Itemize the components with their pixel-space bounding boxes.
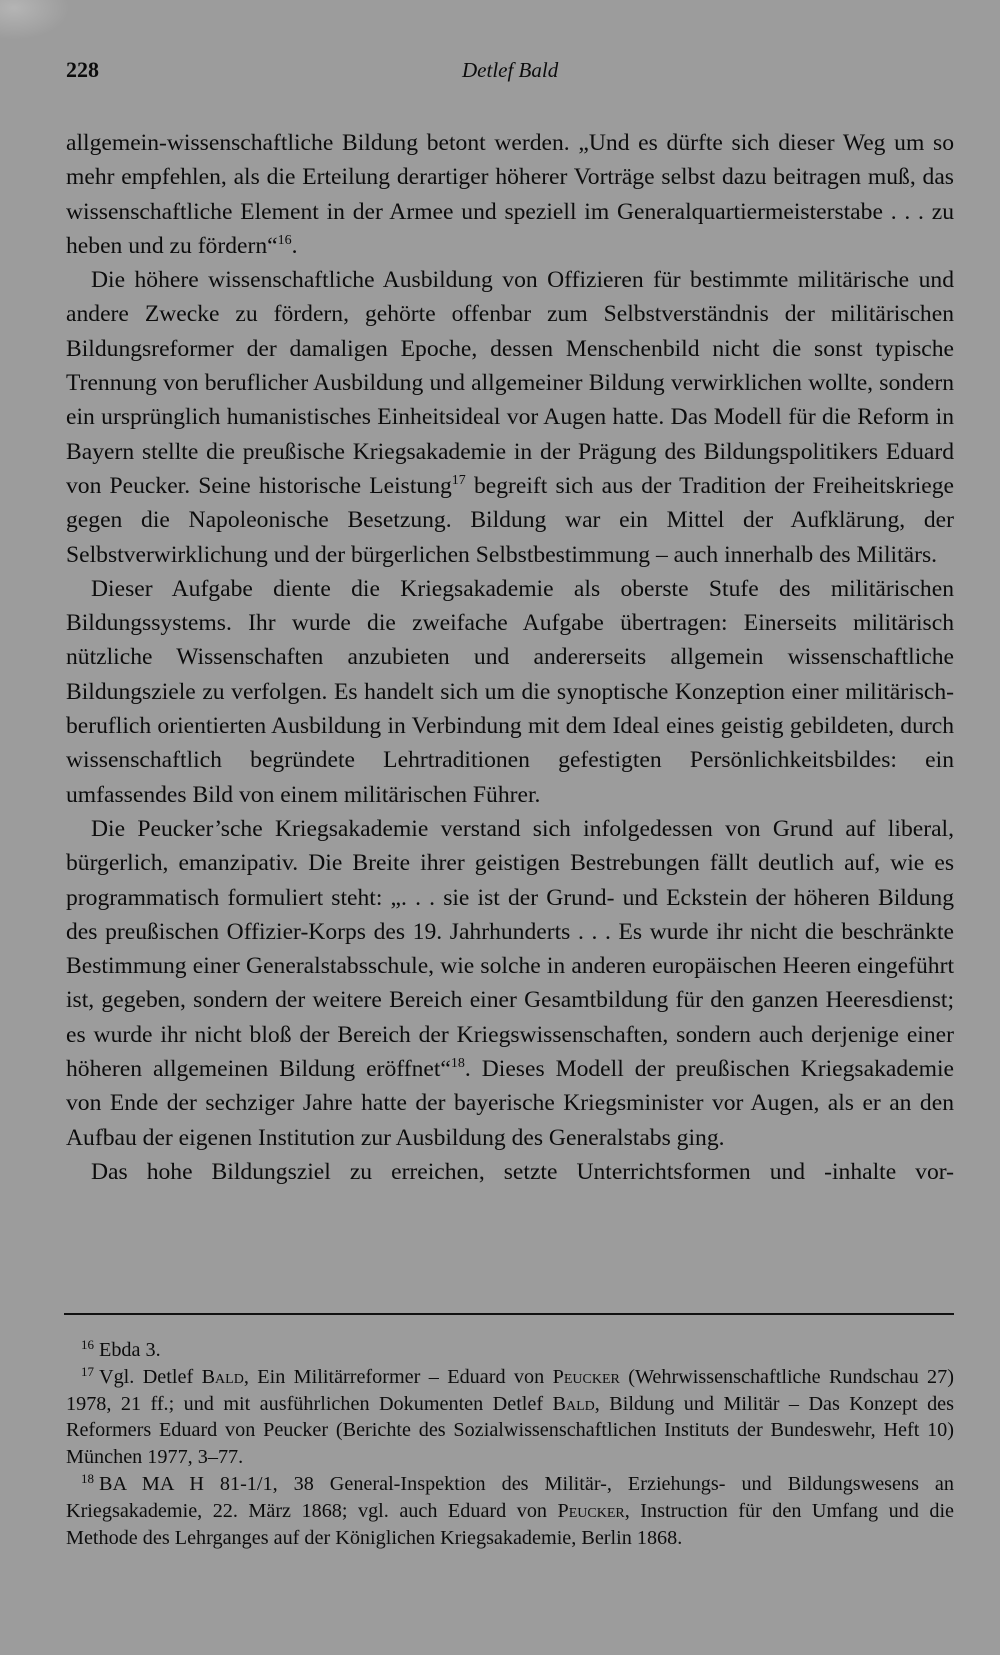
paragraph-1 <box>66 126 954 263</box>
footnote-18 <box>66 1471 954 1551</box>
footnote-number-16: 16 <box>81 1337 94 1352</box>
footnote-number-18: 18 <box>81 1470 94 1486</box>
paragraph-2-text-b: begreift sich aus der Tradition der Freiheitskriege gegen die Napoleonische Besetzung. Bildung war ein Mittel der Aufklärung, der Selbstverwirklichung und der bürgerlichen Selbstbestimmung – auch innerhalb des Militärs. <box>66 472 954 568</box>
paragraph-5: Das hohe Bildungsziel zu erreichen, setzte Unterrichtsformen und -inhalte vor- <box>91 1158 954 1185</box>
footnote-divider <box>64 1313 954 1315</box>
paragraph-1-end: . <box>291 232 298 259</box>
author-name-smallcaps: Bald <box>552 1392 595 1415</box>
footnote-ref-18[interactable]: 18 <box>450 1056 465 1072</box>
footnote-18-text-2: , Instruction für den Umfang und die Methode des Lehrganges auf der Königlichen Kriegsakademie, Berlin 1868. <box>66 1499 955 1549</box>
footnote-17-text-3: (Wehrwissenschaftliche Rundschau 27) 1978, 21 ff.; und mit ausführlichen Dokumenten Detlef <box>66 1365 954 1415</box>
footnote-17-text-2: , Ein Militärreformer – Eduard von <box>243 1365 553 1388</box>
footnote-ref-17[interactable]: 17 <box>451 472 466 488</box>
scan-artifact <box>0 0 70 40</box>
paragraph-3: Dieser Aufgabe diente die Kriegsakademie als oberste Stufe des militärischen Bildungssystems. Ihr wurde die zweifache Aufgabe übertragen: Einerseits militärisch nützliche Wissenschaften anzubieten und andererseits allgemein wissenschaftliche Bildungsziele zu verfolgen. Es handelt sich um die synoptische Konzeption einer militärisch-beruflich orientierten Ausbildung in Verbindung mit dem Ideal eines geistig gebildeten, durch wissenschaftlich begründete Lehrtraditionen gefestigten Persönlichkeitsbildes: ein umfassendes Bild von einem militärischen Führer. <box>66 575 954 808</box>
footnote-17 <box>66 1364 954 1471</box>
paragraph-1-text: allgemein-wissenschaftliche Bildung betont werden. „Und es dürfte sich dieser Weg um so mehr empfehlen, als die Erteilung derartiger höherer Vorträge selbst dazu beitragen muß, das wissenschaftliche Element in der Armee und speziell im Generalquartiermeisterstabe . . . zu heben und zu fördern“ <box>66 130 954 259</box>
footnote-17-text-1: Vgl. Detlef <box>99 1365 202 1388</box>
paragraph-2 <box>66 263 954 572</box>
person-name-smallcaps: Peucker <box>557 1499 625 1522</box>
footnotes <box>66 1337 954 1551</box>
paragraph-4-text-b: . Dieses Modell der preußischen Kriegsakademie von Ende der sechziger Jahre hatte der bayerische Kriegsminister vor Augen, als er an den Aufbau der eigenen Institution zur Ausbildung des Generalstabs ging. <box>66 1056 955 1151</box>
page-header <box>66 57 910 87</box>
person-name-smallcaps: Peucker <box>552 1365 620 1388</box>
author-name-smallcaps: Bald <box>201 1365 244 1388</box>
footnote-16 <box>66 1337 954 1364</box>
running-head: Detlef Bald <box>462 58 559 82</box>
footnote-ref-16[interactable]: 16 <box>277 232 292 248</box>
footnote-16-text: Ebda 3. <box>99 1339 161 1361</box>
page-number: 228 <box>66 57 99 82</box>
paragraph-4 <box>66 812 954 1155</box>
footnote-number-17: 17 <box>81 1363 94 1379</box>
footnote-17-text-4: , Bildung und Militär – Das Konzept des Reformers Eduard von Peucker (Berichte des Sozialwissenschaftlichen Instituts der Bundeswehr, Heft 10) München 1977, 3–77. <box>66 1392 954 1469</box>
body-text <box>66 126 954 1189</box>
paragraph-2-text-a: Die höhere wissenschaftliche Ausbildung von Offizieren für bestimmte militärische und andere Zwecke zu fördern, gehörte offenbar zum Selbstverständnis der militärischen Bildungsreformer der damaligen Epoche, dessen Menschenbild nicht die sonst typische Trennung von beruflicher Ausbildung und allgemeiner Bildung verwirklichen wollte, sondern ein ursprünglich humanistisches Einheitsideal vor Augen hatte. Das Modell für die Reform in Bayern stellte die preußische Kriegsakademie in der Prägung des Bildungspolitikers Eduard von Peucker. Seine historische Leistung <box>66 267 954 499</box>
paragraph-4-text-a: Die Peucker’sche Kriegsakademie verstand sich infolgedessen von Grund auf liberal, bürgerlich, emanzipativ. Die Breite ihrer geistigen Bestrebungen fällt deutlich auf, wie es programmatisch formuliert steht: „. . . sie ist der Grund- und Eckstein der höheren Bildung des preußischen Offizier-Korps des 19. Jahrhunderts . . . Es wurde ihr nicht die beschränkte Bestimmung einer Generalstabsschule, wie solche in anderen europäischen Heeren eingeführt ist, gegeben, sondern der weitere Bereich einer Gesamtbildung für den ganzen Heeresdienst; es wurde ihr nicht bloß der Bereich der Kriegswissenschaften, sondern auch derjenige einer höheren allgemeinen Bildung eröffnet“ <box>66 815 954 1083</box>
footnote-18-text-1: BA MA H 81-1/1, 38 General-Inspektion des Militär-, Erziehungs- und Bildungswesens an Kriegsakademie, 22. März 1868; vgl. auch Eduard von <box>66 1472 954 1522</box>
